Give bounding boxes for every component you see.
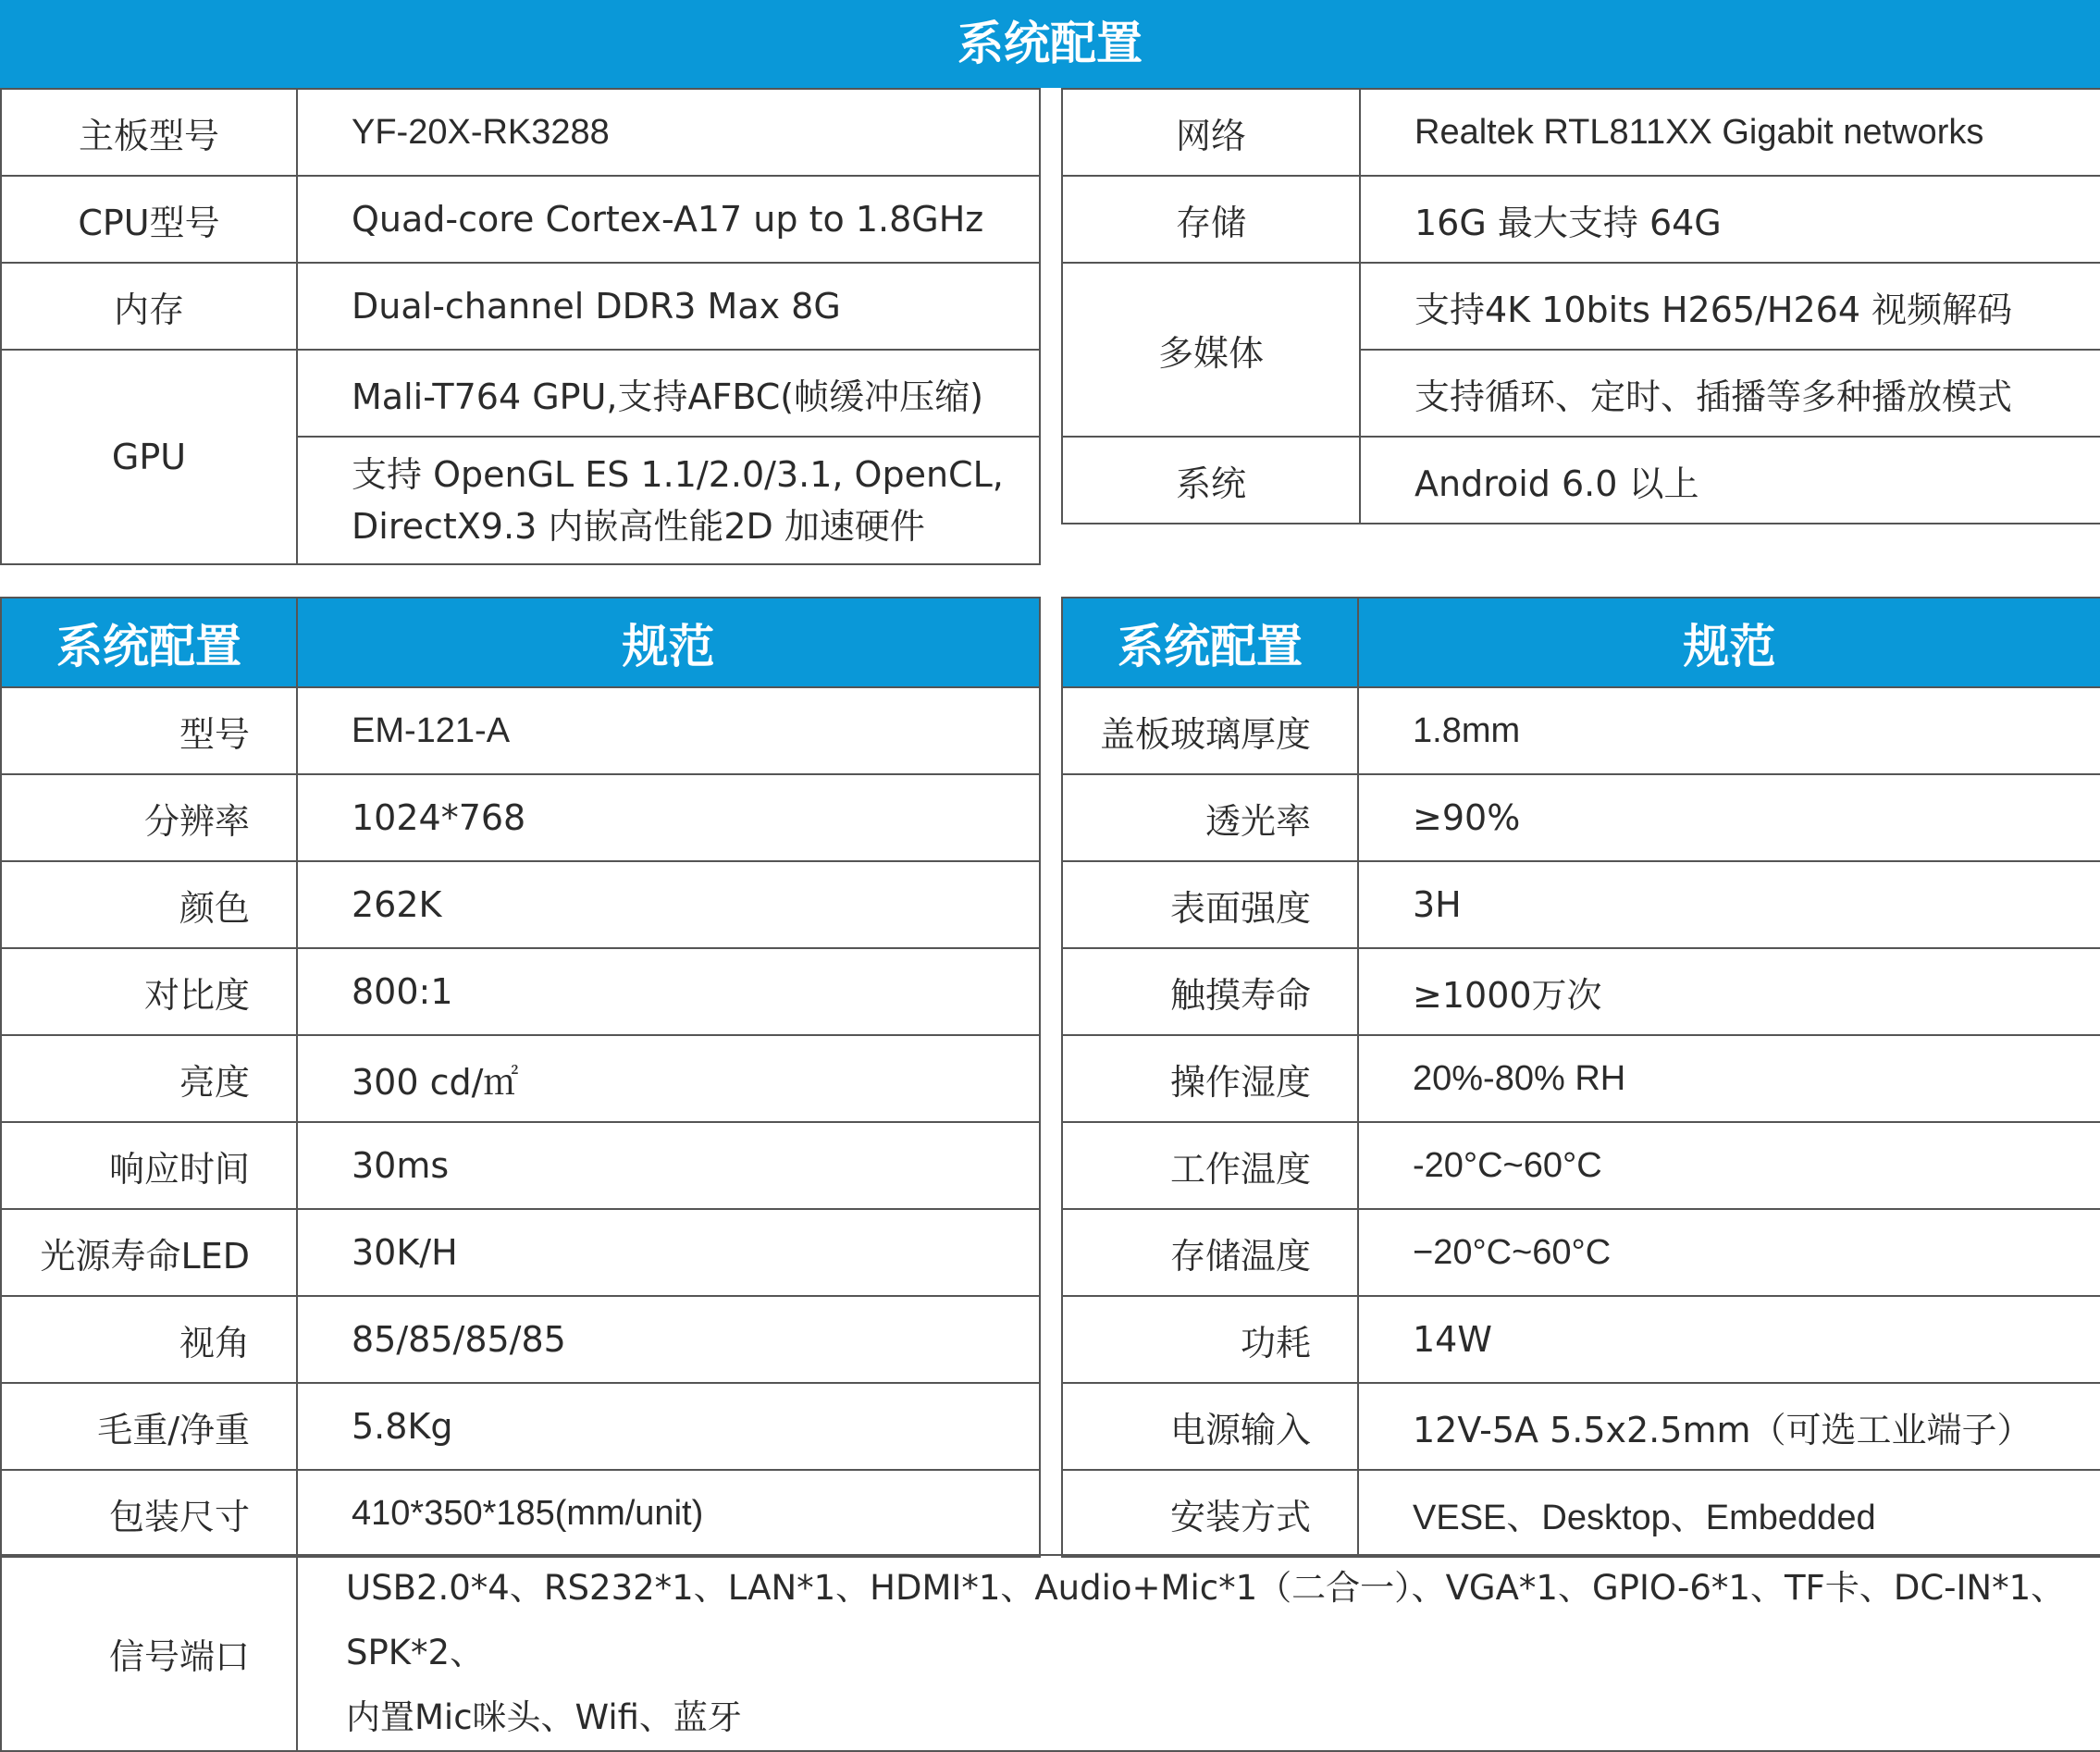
signal-port-line-2: 内置Mic咪头、Wifi、蓝牙 bbox=[346, 1697, 742, 1737]
table-row bbox=[1, 263, 1040, 350]
table-row bbox=[1, 687, 1040, 774]
spec-header-spec: 规范 bbox=[297, 598, 1040, 687]
signal-port-label: 信号端口 bbox=[1, 1555, 297, 1751]
system-config-banner: 系统配置 bbox=[0, 0, 2100, 88]
row-label: 分辨率 bbox=[1, 774, 297, 861]
table-row bbox=[1, 176, 1040, 263]
table-row bbox=[1062, 1209, 2100, 1296]
row-label: 对比度 bbox=[1, 948, 297, 1035]
table-row bbox=[1, 89, 1040, 176]
table-row bbox=[1062, 1035, 2100, 1122]
table-row bbox=[1062, 263, 2100, 350]
row-label: 亮度 bbox=[1, 1035, 297, 1122]
row-label: 存储 bbox=[1062, 176, 1360, 263]
row-value: −20°C~60°C bbox=[1358, 1209, 2100, 1296]
table-row bbox=[1062, 1470, 2100, 1557]
table-row bbox=[1062, 1122, 2100, 1209]
row-value: -20°C~60°C bbox=[1358, 1122, 2100, 1209]
system-config-left-table bbox=[0, 88, 1041, 565]
table-row bbox=[1, 861, 1040, 948]
row-value: Realtek RTL811XX Gigabit networks bbox=[1360, 89, 2100, 176]
row-value: YF-20X-RK3288 bbox=[297, 89, 1040, 176]
row-label: 主板型号 bbox=[1, 89, 297, 176]
row-value: 16G 最大支持 64G bbox=[1360, 176, 2100, 263]
row-label: 型号 bbox=[1, 687, 297, 774]
table-row bbox=[1, 1470, 1040, 1557]
spec-right-table bbox=[1061, 597, 2100, 1558]
os-label: 系统 bbox=[1062, 437, 1360, 524]
table-row bbox=[1062, 948, 2100, 1035]
table-row bbox=[1062, 437, 2100, 524]
row-label: 毛重/净重 bbox=[1, 1383, 297, 1470]
row-value: ≥1000万次 bbox=[1358, 948, 2100, 1035]
row-value: 300 cd/㎡ bbox=[297, 1035, 1040, 1122]
row-label: 工作温度 bbox=[1062, 1122, 1358, 1209]
row-value: 262K bbox=[297, 861, 1040, 948]
row-label: 视角 bbox=[1, 1296, 297, 1383]
row-value: 1024*768 bbox=[297, 774, 1040, 861]
row-value: VESE、Desktop、Embedded bbox=[1358, 1470, 2100, 1557]
row-label: 功耗 bbox=[1062, 1296, 1358, 1383]
row-label: 操作湿度 bbox=[1062, 1035, 1358, 1122]
row-label: 触摸寿命 bbox=[1062, 948, 1358, 1035]
spec-header-row bbox=[1062, 598, 2100, 687]
gpu-value-2-line-1: 支持 OpenGL ES 1.1/2.0/3.1, OpenCL, bbox=[352, 454, 1004, 495]
row-label: 表面强度 bbox=[1062, 861, 1358, 948]
row-label: 响应时间 bbox=[1, 1122, 297, 1209]
gpu-value-2-line-2: DirectX9.3 内嵌高性能2D 加速硬件 bbox=[352, 506, 925, 547]
row-label: 电源输入 bbox=[1062, 1383, 1358, 1470]
table-row bbox=[1062, 687, 2100, 774]
gpu-value-1: Mali-T764 GPU,支持AFBC(帧缓冲压缩) bbox=[297, 350, 1040, 437]
row-label: 存储温度 bbox=[1062, 1209, 1358, 1296]
table-row bbox=[1062, 176, 2100, 263]
multimedia-value-1: 支持4K 10bits H265/H264 视频解码 bbox=[1360, 263, 2100, 350]
row-label: 包装尺寸 bbox=[1, 1470, 297, 1557]
table-row bbox=[1, 1122, 1040, 1209]
row-value: 800:1 bbox=[297, 948, 1040, 1035]
table-row bbox=[1, 1383, 1040, 1470]
table-row bbox=[1, 1296, 1040, 1383]
spec-header-spec: 规范 bbox=[1358, 598, 2100, 687]
row-label: 安装方式 bbox=[1062, 1470, 1358, 1557]
os-value: Android 6.0 以上 bbox=[1360, 437, 2100, 524]
table-row bbox=[1062, 774, 2100, 861]
row-value: 85/85/85/85 bbox=[297, 1296, 1040, 1383]
spec-header-config: 系统配置 bbox=[1, 598, 297, 687]
signal-port-value bbox=[297, 1555, 2100, 1751]
row-label: 盖板玻璃厚度 bbox=[1062, 687, 1358, 774]
spec-header-config: 系统配置 bbox=[1062, 598, 1358, 687]
table-row bbox=[1, 1035, 1040, 1122]
row-value: 14W bbox=[1358, 1296, 2100, 1383]
row-value: 5.8Kg bbox=[297, 1383, 1040, 1470]
row-value: 410*350*185(mm/unit) bbox=[297, 1470, 1040, 1557]
table-row bbox=[1, 948, 1040, 1035]
row-value: EM-121-A bbox=[297, 687, 1040, 774]
table-row bbox=[1062, 1296, 2100, 1383]
row-value: 1.8mm bbox=[1358, 687, 2100, 774]
row-value: ≥90% bbox=[1358, 774, 2100, 861]
gpu-value-2 bbox=[297, 437, 1040, 564]
row-value: 30ms bbox=[297, 1122, 1040, 1209]
multimedia-value-2: 支持循环、定时、插播等多种播放模式 bbox=[1360, 350, 2100, 437]
row-value: 3H bbox=[1358, 861, 2100, 948]
row-label: 光源寿命LED bbox=[1, 1209, 297, 1296]
row-label: 网络 bbox=[1062, 89, 1360, 176]
system-config-right-table bbox=[1061, 88, 2100, 524]
row-value: Quad-core Cortex-A17 up to 1.8GHz bbox=[297, 176, 1040, 263]
signal-port-table bbox=[0, 1554, 2100, 1752]
row-label: 透光率 bbox=[1062, 774, 1358, 861]
gpu-label: GPU bbox=[1, 350, 297, 564]
spec-left-table bbox=[0, 597, 1041, 1558]
table-row bbox=[1062, 861, 2100, 948]
signal-port-line-1: USB2.0*4、RS232*1、LAN*1、HDMI*1、Audio+Mic*1（二合一）、VGA*1、GPIO-6*1、TF卡、DC-IN*1、SPK*2、 bbox=[346, 1568, 2066, 1672]
spec-header-row bbox=[1, 598, 1040, 687]
row-label: 内存 bbox=[1, 263, 297, 350]
table-row bbox=[1, 1555, 2100, 1751]
table-row bbox=[1, 1209, 1040, 1296]
row-label: CPU型号 bbox=[1, 176, 297, 263]
row-value: Dual-channel DDR3 Max 8G bbox=[297, 263, 1040, 350]
row-value: 30K/H bbox=[297, 1209, 1040, 1296]
table-row bbox=[1062, 89, 2100, 176]
row-label: 颜色 bbox=[1, 861, 297, 948]
multimedia-label: 多媒体 bbox=[1062, 263, 1360, 437]
table-row bbox=[1062, 1383, 2100, 1470]
table-row bbox=[1, 774, 1040, 861]
row-value: 12V-5A 5.5x2.5mm（可选工业端子） bbox=[1358, 1383, 2100, 1470]
row-value: 20%-80% RH bbox=[1358, 1035, 2100, 1122]
table-row bbox=[1, 350, 1040, 437]
